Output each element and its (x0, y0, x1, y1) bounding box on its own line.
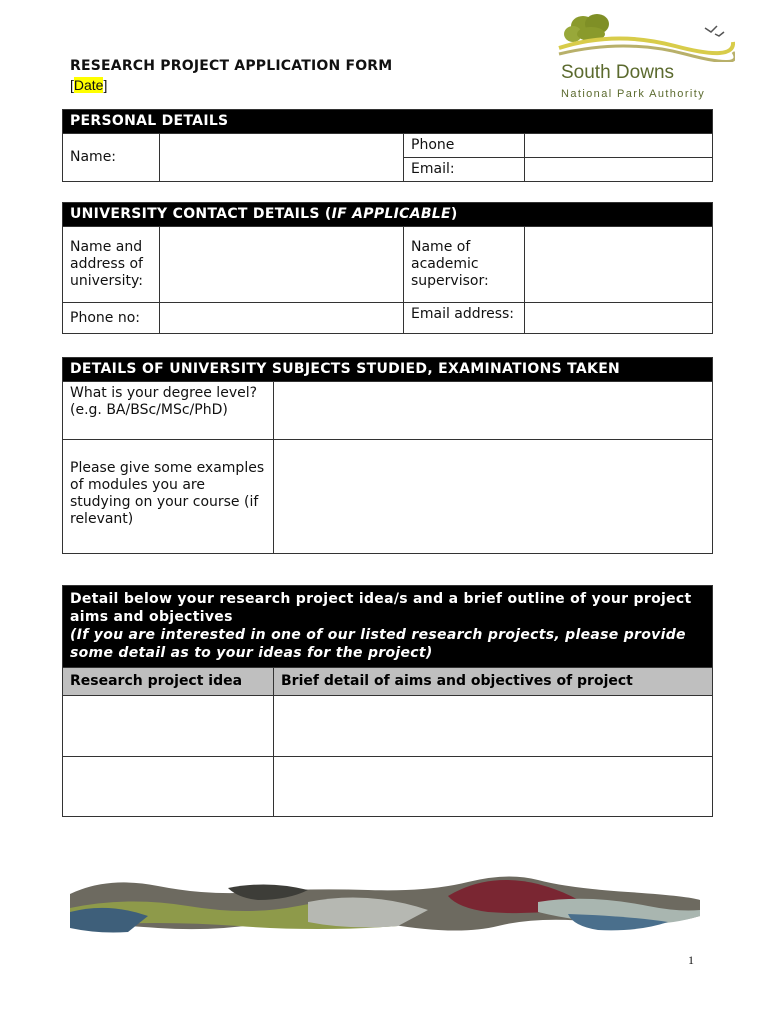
personal-details-table (62, 109, 713, 182)
personal-details-heading: PERSONAL DETAILS (63, 110, 713, 134)
university-email-input[interactable] (525, 303, 713, 334)
research-table (62, 585, 713, 817)
subjects-heading: DETAILS OF UNIVERSITY SUBJECTS STUDIED, EXAMINATIONS TAKEN (63, 358, 713, 382)
university-phone-label: Phone no: (63, 303, 160, 334)
aims-input-2[interactable] (274, 757, 713, 817)
research-idea-input-2[interactable] (63, 757, 274, 817)
university-phone-input[interactable] (160, 303, 404, 334)
email-input[interactable] (525, 158, 713, 182)
university-heading-main: UNIVERSITY CONTACT DETAILS ( (70, 206, 332, 222)
subjects-table (62, 357, 713, 554)
date-bracket-close: ] (103, 77, 108, 93)
university-heading (63, 203, 713, 227)
tree-landscape-icon (555, 12, 735, 62)
university-heading-end: ) (450, 206, 458, 222)
university-details-table (62, 202, 713, 334)
column-research-idea: Research project idea (63, 668, 274, 696)
landscape-band-icon (68, 872, 702, 936)
form-title: RESEARCH PROJECT APPLICATION FORM (70, 58, 393, 74)
university-email-cell (404, 303, 525, 334)
name-input[interactable] (160, 134, 404, 182)
university-name-address-label: Name and address of university: (63, 227, 160, 303)
aims-input-1[interactable] (274, 696, 713, 757)
research-heading-italic: (If you are interested in one of our listed research projects, please provide some detail as to your ideas for the project) (70, 627, 686, 661)
university-heading-italic: IF APPLICABLE (331, 206, 451, 222)
south-downs-logo (555, 12, 735, 104)
page-number: 1 (688, 953, 694, 967)
email-label: Email: (404, 158, 525, 182)
supervisor-label: Name of academic supervisor: (404, 227, 525, 303)
degree-level-label: What is your degree level? (e.g. BA/BSc/MSc/PhD) (63, 382, 274, 440)
name-label: Name: (63, 134, 160, 182)
logo-name: South Downs (561, 62, 675, 83)
degree-level-input[interactable] (274, 382, 713, 440)
date-field[interactable] (70, 77, 107, 93)
phone-input[interactable] (525, 134, 713, 158)
logo-subtitle: National Park Authority (561, 88, 706, 100)
modules-label: Please give some examples of modules you are studying on your course (if relevant) (63, 440, 274, 554)
landscape-band-decoration (68, 872, 702, 936)
date-placeholder[interactable]: Date (73, 77, 104, 93)
research-heading (63, 586, 713, 668)
research-heading-bold: Detail below your research project idea/s and a brief outline of your project aims and objectives (70, 591, 692, 625)
university-name-address-input[interactable] (160, 227, 404, 303)
phone-label: Phone (404, 134, 525, 158)
university-email-label: Email address: (411, 306, 515, 322)
date-bracket-open: [ (70, 77, 74, 93)
modules-input[interactable] (274, 440, 713, 554)
supervisor-input[interactable] (525, 227, 713, 303)
column-aims-objectives: Brief detail of aims and objectives of project (274, 668, 713, 696)
research-idea-input-1[interactable] (63, 696, 274, 757)
